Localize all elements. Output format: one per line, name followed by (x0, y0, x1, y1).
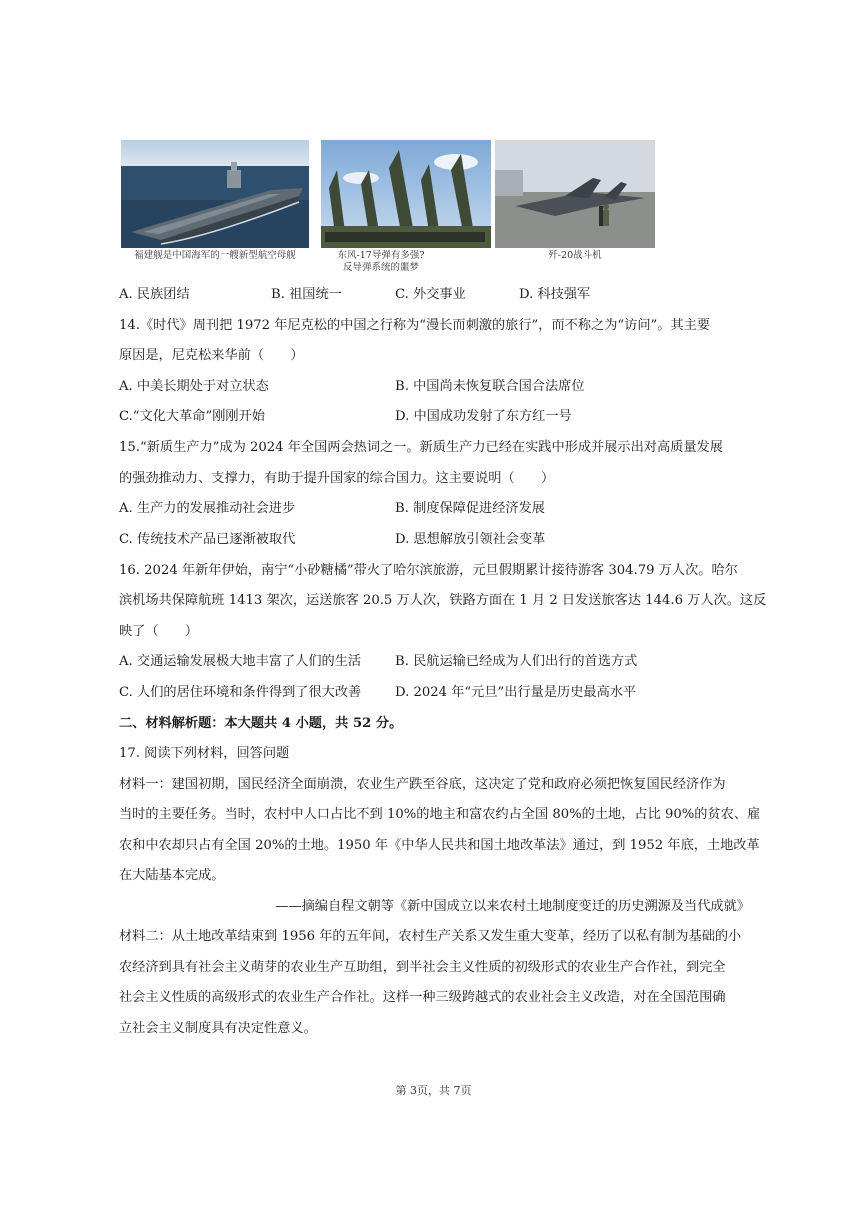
q16-stem-line-1: 16. 2024 年新年伊始，南宁“小砂糖橘”带火了哈尔滨旅游，元旦假期累计接待游客 304.79 万人次。哈尔 (119, 563, 738, 578)
q14-option-c: C.“文化大革命”刚刚开始 (119, 409, 265, 424)
q17-material-1-source: ——摘编自程文朝等《新中国成立以来农村土地制度变迁的历史溯源及当代成就》 (275, 899, 750, 914)
q17-material-1-line-4: 在大陆基本完成。 (119, 868, 225, 883)
q16-stem-line-3: 映了（ ） (119, 624, 199, 639)
q14-option-b: B. 中国尚未恢复联合国合法席位 (395, 379, 585, 394)
q17-intro: 17. 阅读下列材料，回答问题 (119, 746, 290, 761)
q16-option-a: A. 交通运输发展极大地丰富了人们的生活 (119, 654, 362, 669)
q16-stem-line-2: 滨机场共保障航班 1413 架次，运送旅客 20.5 万人次，铁路方面在 1 月 2 日发送旅客达 144.6 万人次。这反 (119, 593, 767, 608)
q17-material-1-line-1: 材料一：建国初期，国民经济全面崩溃，农业生产跌至谷底，这决定了党和政府必须把恢复国民经济作为 (119, 777, 726, 792)
q15-stem-line-1: 15.“新质生产力”成为 2024 年全国两会热词之一。新质生产力已经在实践中形成并展示出对高质量发展 (119, 440, 723, 455)
aircraft-carrier-caption: 福建舰是中国海军的一艘新型航空母舰 (134, 250, 296, 261)
q16-option-d: D. 2024 年“元旦”出行量是历史最高水平 (395, 685, 637, 700)
q15-option-b: B. 制度保障促进经济发展 (395, 501, 545, 516)
q17-material-2-line-4: 立社会主义制度具有决定性意义。 (119, 1021, 317, 1036)
q15-option-a: A. 生产力的发展推动社会进步 (119, 501, 296, 516)
q13-option-c: C. 外交事业 (395, 287, 466, 302)
q15-option-d: D. 思想解放引领社会变革 (395, 532, 546, 547)
q14-option-d: D. 中国成功发射了东方红一号 (395, 409, 572, 424)
q16-option-b: B. 民航运输已经成为人们出行的首选方式 (395, 654, 638, 669)
q13-option-b: B. 祖国统一 (271, 287, 342, 302)
q15-option-c: C. 传统技术产品已逐渐被取代 (119, 532, 296, 547)
page-number-footer: 第 3页，共 7页 (395, 1084, 472, 1097)
q17-material-1-line-3: 农和中农却只占有全国 20%的土地。1950 年《中华人民共和国土地改革法》通过，到 1952 年底，土地改革 (119, 838, 760, 853)
aircraft-carrier-photo (121, 140, 309, 248)
q14-stem-line-1: 14.《时代》周刊把 1972 年尼克松的中国之行称为“漫长而刺激的旅行”，而不称之为“访问”。其主要 (119, 318, 711, 333)
q13-option-d: D. 科技强军 (519, 287, 591, 302)
q14-stem-line-2: 原因是，尼克松来华前（ ） (119, 348, 304, 363)
df17-caption-line-1: 东风-17导弹有多强? (337, 250, 425, 261)
q17-material-2-line-3: 社会主义性质的高级形式的农业生产合作社。这样一种三级跨越式的农业社会主义改造，对在全国范围确 (119, 990, 726, 1005)
q17-material-2-line-1: 材料二：从土地改革结束到 1956 年的五年间，农村生产关系又发生重大变革，经历了以私有制为基础的小 (119, 929, 742, 944)
q16-option-c: C. 人们的居住环境和条件得到了很大改善 (119, 685, 362, 700)
df17-missile-photo (321, 140, 491, 248)
q15-stem-line-2: 的强劲推动力、支撑力，有助于提升国家的综合国力。这主要说明（ ） (119, 471, 555, 486)
j20-fighter-photo (495, 140, 655, 248)
q17-material-2-line-2: 农经济到具有社会主义萌芽的农业生产互助组，到半社会主义性质的初级形式的农业生产合作社，到完全 (119, 960, 726, 975)
q13-option-a: A. 民族团结 (119, 287, 190, 302)
section-2-title: 二、材料解析题：本大题共 4 小题，共 52 分。 (119, 716, 403, 731)
df17-caption-line-2: 反导弹系统的噩梦 (342, 262, 419, 273)
q17-material-1-line-2: 当时的主要任务。当时，农村中人口占比不到 10%的地主和富农约占全国 80%的土地，占比 90%的贫农、雇 (119, 807, 761, 822)
q14-option-a: A. 中美长期处于对立状态 (119, 379, 269, 394)
j20-caption: 歼-20战斗机 (548, 250, 602, 261)
df17-missile-caption (321, 250, 441, 274)
